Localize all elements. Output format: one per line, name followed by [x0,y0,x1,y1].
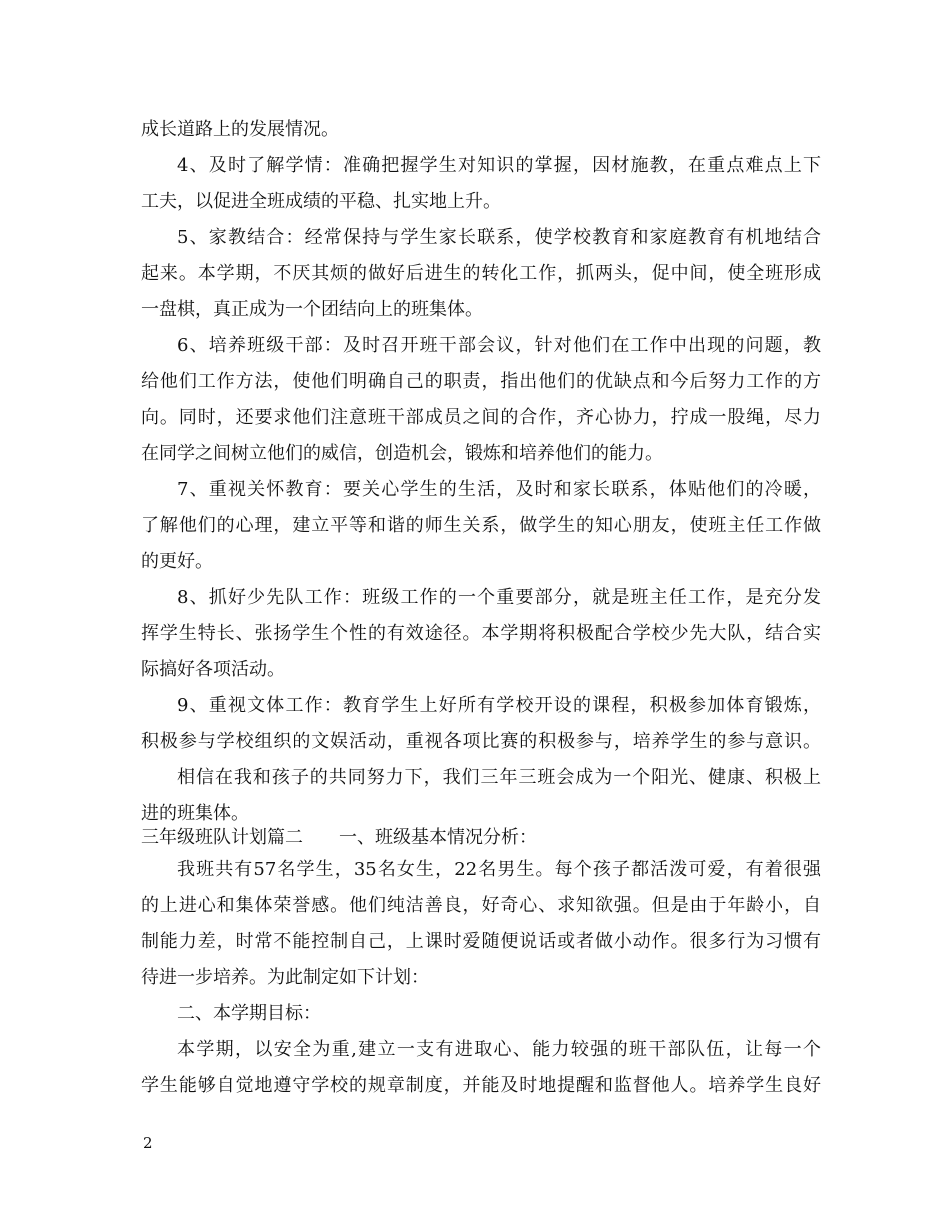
text-line: 成长道路上的发展情况。 [141,119,339,140]
text-line: 工夫，以促进全班成绩的平稳、扎实地上升。 [141,191,501,212]
text-line: 积极参与学校组织的文娱活动，重视各项比赛的积极参与，培养学生的参与意识。 [141,731,821,752]
text-line: 进的班集体。 [141,803,249,824]
text-line: 相信在我和孩子的共同努力下，我们三年三班会成为一个阳光、健康、积极上 [177,767,821,788]
page-number: 2 [143,1134,153,1152]
text-line: 本学期，以安全为重,建立一支有进取心、能力较强的班干部队伍，让每一个 [177,1039,821,1060]
text-line: 的上进心和集体荣誉感。他们纯洁善良，好奇心、求知欲强。但是由于年龄小，自 [141,895,821,916]
text-line: 我班共有57名学生，35名女生，22名男生。每个孩子都活泼可爱，有着很强 [177,859,821,880]
text-line: 际搞好各项活动。 [141,659,285,680]
text-line: 给他们工作方法，使他们明确自己的职责，指出他们的优缺点和今后努力工作的方 [141,371,821,392]
text-line: 一盘棋，真正成为一个团结向上的班集体。 [141,299,483,320]
text-line: 制能力差，时常不能控制自己，上课时爱随便说话或者做小动作。很多行为习惯有 [141,931,821,952]
text-line: 在同学之间树立他们的威信，创造机会，锻炼和培养他们的能力。 [141,443,663,464]
section-heading: 三年级班队计划篇二 一、班级基本情况分析： [141,827,537,848]
text-line: 的更好。 [141,551,213,572]
text-line: 了解他们的心理，建立平等和谐的师生关系，做学生的知心朋友，使班主任工作做 [141,515,821,536]
text-line: 学生能够自觉地遵守学校的规章制度，并能及时地提醒和监督他人。培养学生良好 [141,1075,821,1096]
text-line: 4、及时了解学情：准确把握学生对知识的掌握，因材施教，在重点难点上下 [177,155,821,176]
text-line: 8、抓好少先队工作：班级工作的一个重要部分，就是班主任工作，是充分发 [177,587,821,608]
text-line: 7、重视关怀教育：要关心学生的生活，及时和家长联系，体贴他们的冷暖， [177,479,821,500]
text-line: 5、家教结合：经常保持与学生家长联系，使学校教育和家庭教育有机地结合 [177,227,821,248]
text-line: 挥学生特长、张扬学生个性的有效途径。本学期将积极配合学校少先大队，结合实 [141,623,821,644]
text-line: 起来。本学期，不厌其烦的做好后进生的转化工作，抓两头，促中间，使全班形成 [141,263,821,284]
text-line: 9、重视文体工作：教育学生上好所有学校开设的课程，积极参加体育锻炼， [177,695,821,716]
text-line: 向。同时，还要求他们注意班干部成员之间的合作，齐心协力，拧成一股绳，尽力 [141,407,821,428]
text-line: 6、培养班级干部：及时召开班干部会议，针对他们在工作中出现的问题，教 [177,335,821,356]
text-line: 待进一步培养。为此制定如下计划： [141,967,429,988]
section-subheading: 二、本学期目标： [177,1003,321,1024]
